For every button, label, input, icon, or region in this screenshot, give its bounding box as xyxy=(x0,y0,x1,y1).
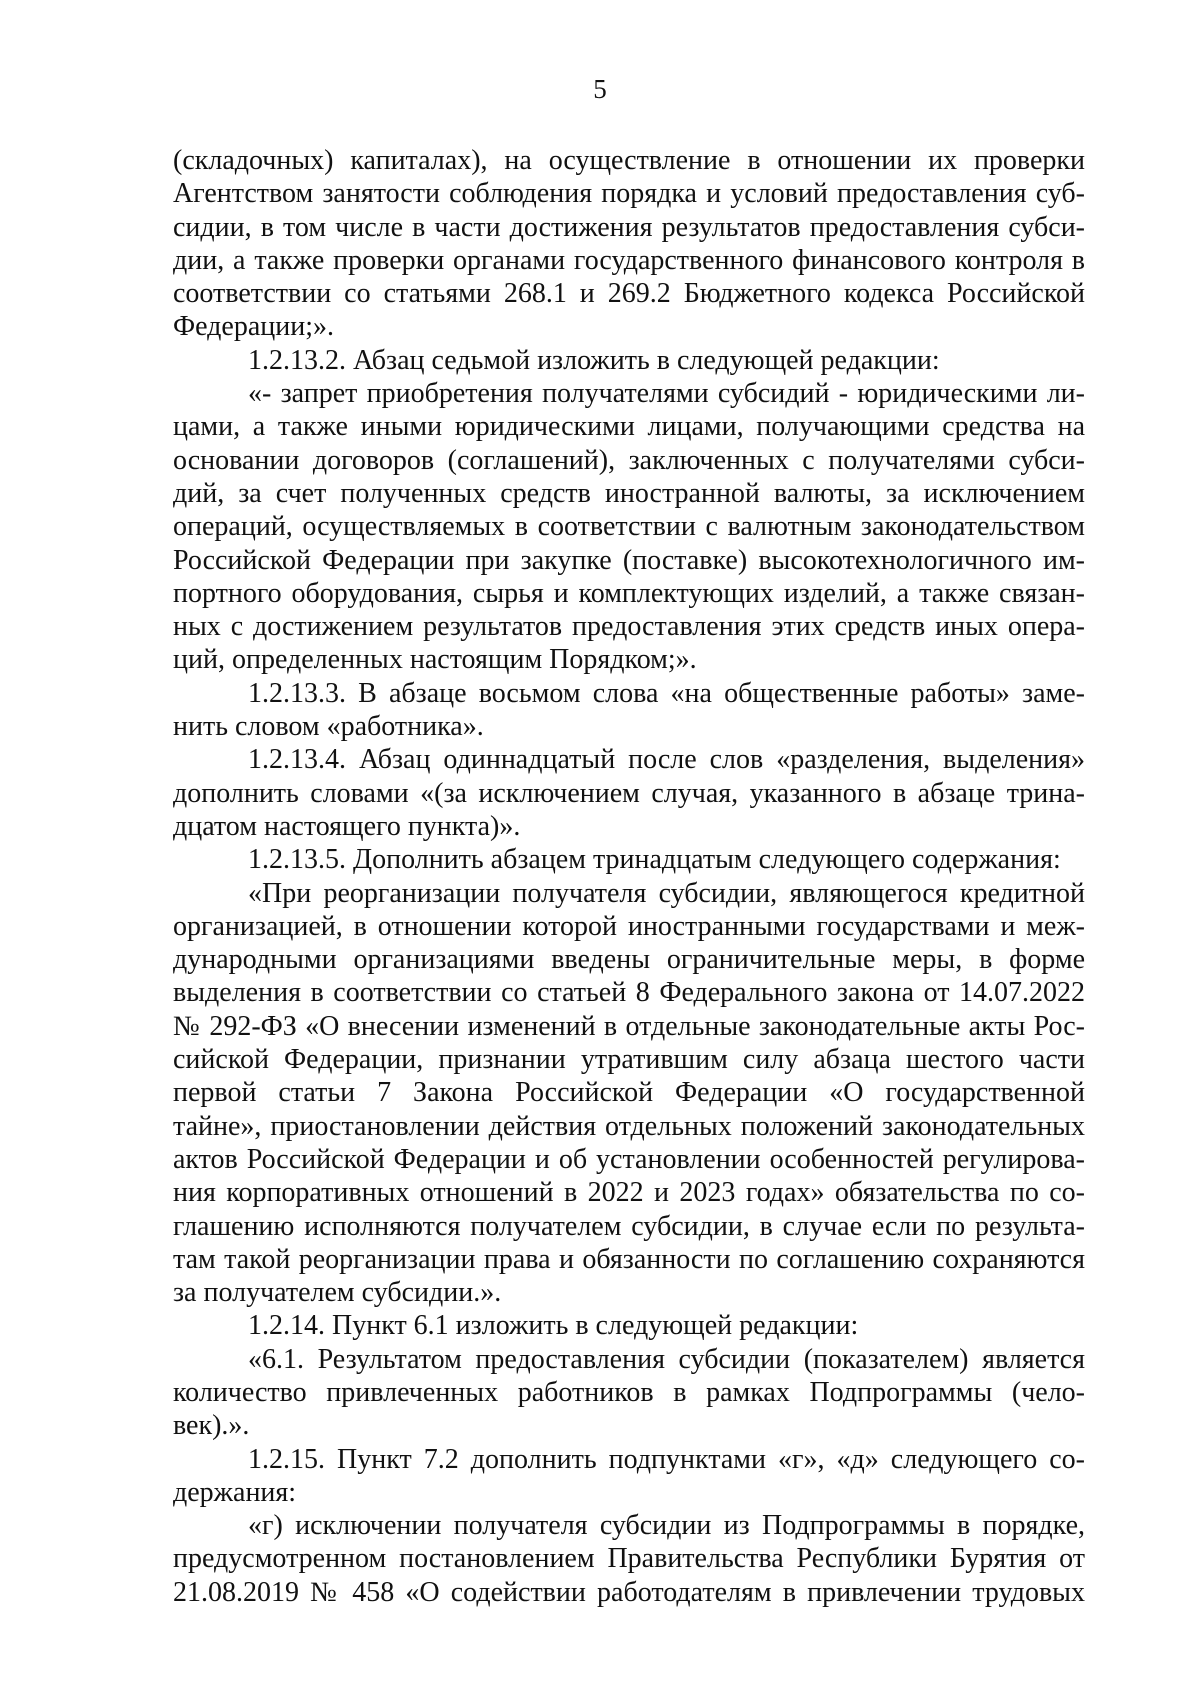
text-line: 1.2.14. Пункт 6.1 изложить в следующей редакции: xyxy=(248,1310,859,1342)
text-line: портного оборудования, сырья и комплектующих изделий, а также связан- xyxy=(173,577,1085,609)
text-line: «При реорганизации получателя субсидии, являющегося кредитной xyxy=(248,877,1085,909)
text-line: организацией, в отношении которой иностранными государствами и меж- xyxy=(173,910,1085,942)
text-line: держания: xyxy=(173,1476,297,1508)
text-line: первой статьи 7 Закона Российской Федерации «О государственной xyxy=(173,1077,1085,1109)
text-line: соответствии со статьями 268.1 и 269.2 Бюджетного кодекса Российской xyxy=(173,278,1085,310)
page-number: 5 xyxy=(593,74,607,104)
text-line: 1.2.13.2. Абзац седьмой изложить в следующей редакции: xyxy=(248,344,940,376)
text-line: дий, за счет полученных средств иностранной валюты, за исключением xyxy=(173,477,1085,509)
text-line: ций, определенных настоящим Порядком;». xyxy=(173,644,697,676)
text-line: количество привлеченных работников в рамках Подпрограммы (чело- xyxy=(173,1376,1085,1408)
text-line: Агентством занятости соблюдения порядка и условий предоставления суб- xyxy=(173,178,1085,210)
text-line: Федерации;». xyxy=(173,311,335,343)
text-line: (складочных) капиталах), на осуществление в отношении их проверки xyxy=(173,145,1085,176)
text-line: «г) исключении получателя субсидии из Подпрограммы в порядке, xyxy=(248,1510,1085,1542)
text-line: № 292-ФЗ «О внесении изменений в отдельные законодательные акты Рос- xyxy=(173,1010,1085,1042)
text-line: основании договоров (соглашений), заключенных с получателями субси- xyxy=(173,444,1085,476)
text-line: «- запрет приобретения получателями субсидий - юридическими ли- xyxy=(248,378,1085,410)
text-line: сийской Федерации, признании утратившим силу абзаца шестого части xyxy=(173,1044,1085,1076)
text-line: ния корпоративных отношений в 2022 и 2023 годах» обязательства по со- xyxy=(173,1177,1085,1209)
text-line: дцатом настоящего пункта)». xyxy=(173,810,521,842)
text-line: за получателем субсидии.». xyxy=(173,1277,502,1309)
text-line: глашению исполняются получателем субсидии, в случае если по результа- xyxy=(173,1210,1085,1242)
text-line: ных с достижением результатов предоставления этих средств иных опера- xyxy=(173,611,1085,643)
document-body xyxy=(173,144,1085,1609)
text-line: 1.2.13.5. Дополнить абзацем тринадцатым следующего содержания: xyxy=(248,844,1061,876)
text-line: тайне», приостановлении действия отдельных положений законодательных xyxy=(173,1110,1085,1142)
text-line: цами, а также иными юридическими лицами, получающими средства на xyxy=(173,411,1085,443)
text-line: выделения в соответствии со статьей 8 Федерального закона от 14.07.2022 xyxy=(173,977,1085,1009)
text-line: Российской Федерации при закупке (поставке) высокотехнологичного им- xyxy=(173,544,1085,576)
text-line: актов Российской Федерации и об установлении особенностей регулирова- xyxy=(173,1143,1085,1175)
text-line: «6.1. Результатом предоставления субсидии (показателем) является xyxy=(248,1343,1085,1375)
text-line: дии, а также проверки органами государственного финансового контроля в xyxy=(173,244,1085,276)
text-line: предусмотренном постановлением Правительства Республики Бурятия от xyxy=(173,1543,1085,1575)
text-line: сидии, в том числе в части достижения результатов предоставления субси- xyxy=(173,211,1085,243)
text-line: дународными организациями введены ограничительные меры, в форме xyxy=(173,944,1085,976)
text-line: там такой реорганизации права и обязанности по соглашению сохраняются xyxy=(173,1243,1085,1275)
text-line: 1.2.13.4. Абзац одиннадцатый после слов «разделения, выделения» xyxy=(248,744,1085,776)
text-line: дополнить словами «(за исключением случая, указанного в абзаце трина- xyxy=(173,777,1085,809)
text-line: операций, осуществляемых в соответствии с валютным законодательством xyxy=(173,511,1085,543)
text-line: век).». xyxy=(173,1410,250,1442)
text-line: 1.2.15. Пункт 7.2 дополнить подпунктами «г», «д» следующего со- xyxy=(248,1443,1085,1475)
text-line: 21.08.2019 № 458 «О содействии работодателям в привлечении трудовых xyxy=(173,1576,1085,1608)
text-line: нить словом «работника». xyxy=(173,711,484,743)
text-line: 1.2.13.3. В абзаце восьмом слова «на общественные работы» заме- xyxy=(248,677,1085,709)
